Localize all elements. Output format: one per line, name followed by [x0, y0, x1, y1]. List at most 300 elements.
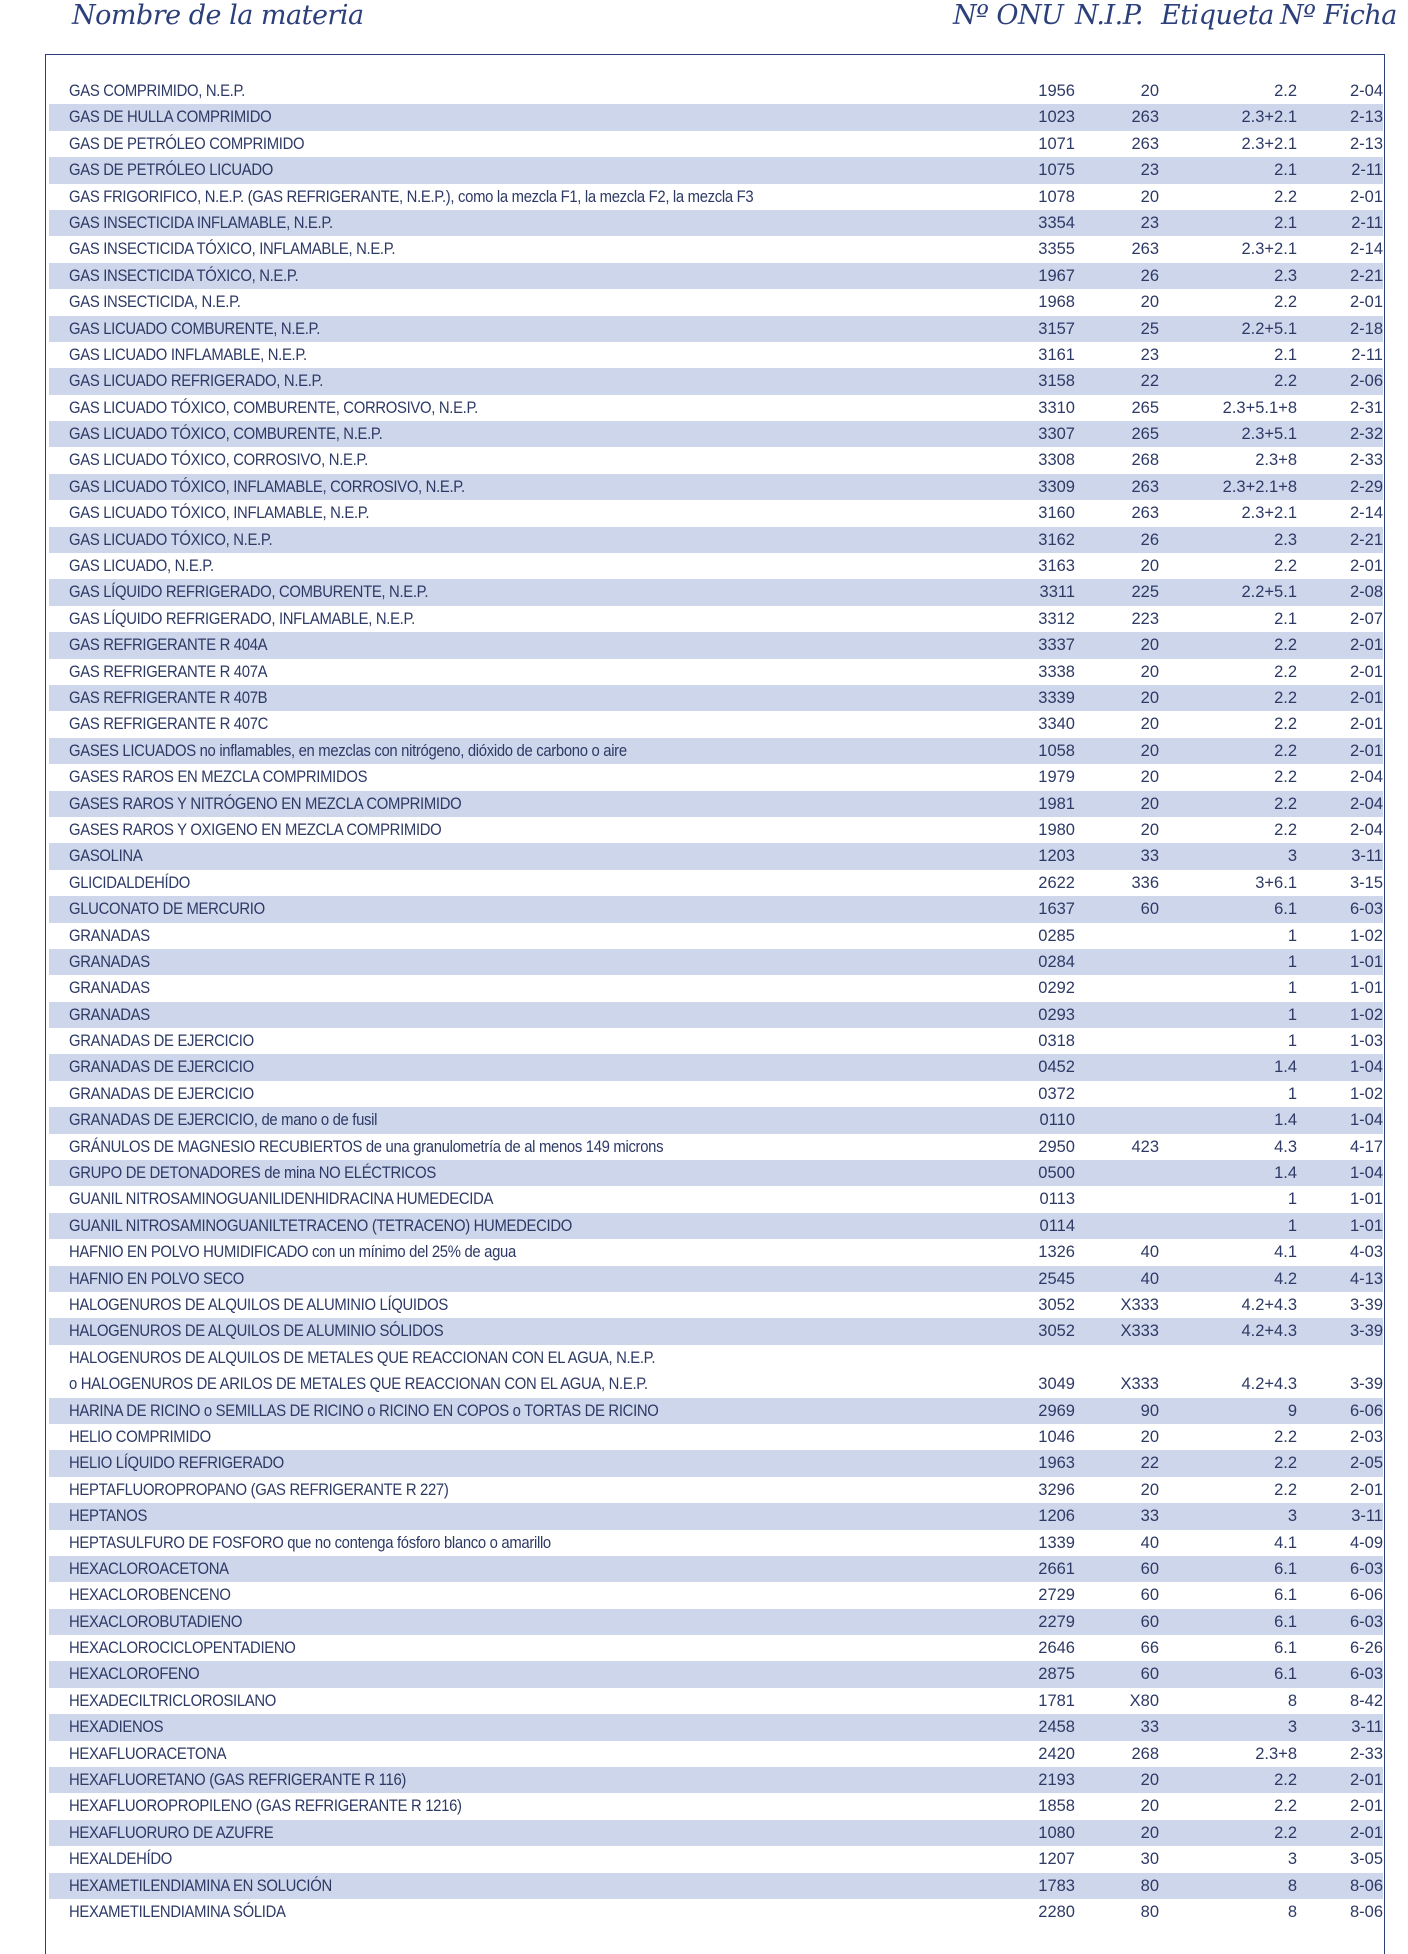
cell-onu: 1979 [1038, 768, 1075, 787]
cell-nip: 263 [1131, 504, 1159, 523]
table-row [49, 210, 1383, 236]
table-row [49, 1688, 1383, 1714]
cell-etiqueta: 4.2+4.3 [1241, 1295, 1297, 1314]
table-row [49, 1318, 1383, 1344]
table-row [49, 1503, 1383, 1529]
table-row [49, 527, 1383, 553]
cell-materia: GAS DE PETRÓLEO COMPRIMIDO [69, 134, 305, 153]
cell-materia: GLUCONATO DE MERCURIO [69, 900, 265, 919]
cell-onu: 3340 [1038, 715, 1075, 734]
table-row [49, 157, 1383, 183]
cell-etiqueta: 1.4 [1274, 1164, 1297, 1183]
cell-etiqueta: 3 [1287, 1718, 1297, 1737]
table-row [49, 659, 1383, 685]
cell-ficha: 2-08 [1349, 583, 1383, 602]
cell-materia: GAS REFRIGERANTE R 407C [69, 715, 269, 734]
cell-materia-line2: o HALOGENUROS DE ARILOS DE METALES QUE REACCIONAN CON EL AGUA, N.E.P. [69, 1375, 648, 1394]
cell-etiqueta: 2.2 [1274, 820, 1297, 839]
cell-materia: GRÁNULOS DE MAGNESIO RECUBIERTOS de una granulometría de al menos 149 microns [69, 1137, 664, 1156]
cell-onu: 2193 [1038, 1771, 1075, 1790]
cell-materia-line1: HALOGENUROS DE ALQUILOS DE METALES QUE REACCIONAN CON EL AGUA, N.E.P. [69, 1348, 656, 1367]
cell-ficha: 2-13 [1349, 108, 1383, 127]
table-row [49, 1767, 1383, 1793]
cell-nip: X333 [1120, 1295, 1159, 1314]
cell-materia: GAS LICUADO TÓXICO, INFLAMABLE, N.E.P. [69, 504, 370, 523]
cell-etiqueta: 2.1 [1274, 345, 1297, 364]
cell-nip: 268 [1131, 451, 1159, 470]
cell-onu: 3160 [1038, 504, 1075, 523]
cell-onu: 3049 [1038, 1375, 1075, 1394]
cell-nip: 22 [1140, 1454, 1159, 1473]
cell-materia: GAS LICUADO TÓXICO, N.E.P. [69, 530, 273, 549]
cell-etiqueta: 2.2 [1274, 1480, 1297, 1499]
cell-materia: GAS INSECTICIDA, N.E.P. [69, 293, 241, 312]
table-row [49, 817, 1383, 843]
table-row [49, 1002, 1383, 1028]
cell-materia: GASES RAROS EN MEZCLA COMPRIMIDOS [69, 768, 368, 787]
cell-nip: 423 [1131, 1137, 1159, 1156]
cell-materia: GAS FRIGORIFICO, N.E.P. (GAS REFRIGERANTE, N.E.P.), como la mezcla F1, la mezcla F2, la mezcla F3 [69, 187, 754, 206]
cell-nip: 20 [1140, 293, 1159, 312]
cell-materia: GAS LÍQUIDO REFRIGERADO, COMBURENTE, N.E.P. [69, 583, 429, 602]
table-row [49, 685, 1383, 711]
cell-onu: 0500 [1038, 1164, 1075, 1183]
cell-etiqueta: 2.2 [1274, 82, 1297, 100]
table-row [49, 1530, 1383, 1556]
cell-ficha: 2-01 [1349, 1771, 1383, 1790]
cell-onu: 3338 [1038, 662, 1075, 681]
cell-materia: GAS LICUADO REFRIGERADO, N.E.P. [69, 372, 324, 391]
cell-etiqueta: 4.2+4.3 [1241, 1375, 1297, 1394]
cell-etiqueta: 6.1 [1274, 900, 1297, 919]
table-row [49, 1661, 1383, 1687]
cell-onu: 3310 [1038, 398, 1075, 417]
cell-ficha: 3-11 [1351, 1507, 1383, 1526]
cell-etiqueta: 2.2 [1274, 557, 1297, 576]
cell-materia: HEXADIENOS [69, 1718, 164, 1737]
cell-etiqueta: 9 [1287, 1401, 1297, 1420]
cell-onu: 1967 [1038, 266, 1075, 285]
cell-nip: 33 [1140, 1718, 1159, 1737]
cell-onu: 1203 [1038, 847, 1075, 866]
cell-nip: 20 [1140, 1797, 1159, 1816]
cell-nip: 30 [1140, 1850, 1159, 1869]
cell-etiqueta: 3+6.1 [1255, 873, 1297, 892]
cell-ficha: 4-03 [1349, 1243, 1383, 1262]
cell-ficha: 2-32 [1349, 425, 1383, 444]
table-row [49, 1873, 1383, 1899]
header-onu: Nº ONU [953, 0, 1064, 31]
cell-ficha: 2-33 [1349, 451, 1383, 470]
cell-etiqueta: 2.2 [1274, 715, 1297, 734]
cell-etiqueta: 2.2 [1274, 1771, 1297, 1790]
cell-etiqueta: 1 [1287, 1032, 1297, 1051]
cell-onu: 3339 [1038, 688, 1075, 707]
cell-onu: 0110 [1039, 1111, 1075, 1130]
cell-ficha: 2-21 [1349, 266, 1383, 285]
cell-materia: GASOLINA [69, 847, 143, 866]
cell-ficha: 8-42 [1349, 1691, 1383, 1710]
cell-materia: HALOGENUROS DE ALQUILOS DE ALUMINIO SÓLIDOS [69, 1322, 444, 1341]
table-header [0, 0, 1408, 44]
cell-onu: 0284 [1038, 952, 1075, 971]
cell-onu: 1046 [1038, 1427, 1075, 1446]
cell-materia: GRANADAS DE EJERCICIO [69, 1084, 254, 1103]
cell-onu: 1071 [1038, 134, 1075, 153]
cell-onu: 2875 [1038, 1665, 1075, 1684]
cell-nip: 265 [1131, 425, 1159, 444]
cell-ficha: 3-39 [1349, 1375, 1383, 1394]
cell-ficha: 2-01 [1349, 557, 1383, 576]
cell-ficha: 6-06 [1349, 1586, 1383, 1605]
cell-ficha: 2-04 [1349, 82, 1383, 100]
cell-etiqueta: 2.3+2.1 [1241, 108, 1297, 127]
cell-materia: GAS DE HULLA COMPRIMIDO [69, 108, 272, 127]
cell-ficha: 3-11 [1351, 847, 1383, 866]
cell-ficha: 2-18 [1349, 319, 1383, 338]
cell-ficha: 1-01 [1349, 952, 1383, 971]
table-row [49, 553, 1383, 579]
cell-nip: X80 [1129, 1691, 1159, 1710]
cell-nip: 80 [1140, 1876, 1159, 1895]
cell-ficha: 2-01 [1349, 1480, 1383, 1499]
cell-onu: 3312 [1038, 609, 1075, 628]
cell-etiqueta: 2.1 [1274, 161, 1297, 180]
table-row [49, 1134, 1383, 1160]
cell-ficha: 6-06 [1349, 1401, 1383, 1420]
cell-ficha: 2-01 [1349, 662, 1383, 681]
cell-onu: 2279 [1038, 1612, 1075, 1631]
cell-etiqueta: 2.3+5.1 [1241, 425, 1297, 444]
cell-ficha: 2-11 [1351, 345, 1383, 364]
cell-etiqueta: 6.1 [1274, 1612, 1297, 1631]
cell-etiqueta: 3 [1287, 847, 1297, 866]
cell-ficha: 2-01 [1349, 1823, 1383, 1842]
cell-onu: 3052 [1038, 1295, 1075, 1314]
cell-nip: 20 [1140, 1771, 1159, 1790]
cell-ficha: 8-06 [1349, 1876, 1383, 1895]
cell-etiqueta: 8 [1287, 1691, 1297, 1710]
cell-ficha: 2-14 [1349, 240, 1383, 259]
cell-nip: 263 [1131, 134, 1159, 153]
cell-onu: 0292 [1038, 979, 1075, 998]
cell-materia: GAS LICUADO INFLAMABLE, N.E.P. [69, 345, 307, 364]
cell-nip: 20 [1140, 662, 1159, 681]
cell-onu: 1968 [1038, 293, 1075, 312]
cell-materia: HALOGENUROS DE ALQUILOS DE ALUMINIO LÍQUIDOS [69, 1295, 448, 1314]
cell-etiqueta: 1 [1287, 1216, 1297, 1235]
cell-ficha: 2-14 [1349, 504, 1383, 523]
cell-ficha: 2-29 [1349, 477, 1383, 496]
cell-onu: 2280 [1038, 1902, 1075, 1921]
cell-ficha: 2-11 [1351, 213, 1383, 232]
cell-etiqueta: 2.2 [1274, 688, 1297, 707]
cell-etiqueta: 2.2 [1274, 1797, 1297, 1816]
cell-etiqueta: 2.3+2.1 [1241, 240, 1297, 259]
cell-onu: 1078 [1038, 187, 1075, 206]
cell-ficha: 6-03 [1349, 1665, 1383, 1684]
cell-etiqueta: 2.3+2.1 [1241, 504, 1297, 523]
cell-nip: 20 [1140, 688, 1159, 707]
table-row [49, 764, 1383, 790]
cell-etiqueta: 2.3+5.1+8 [1222, 398, 1297, 417]
cell-materia: HEXAFLUORURO DE AZUFRE [69, 1823, 274, 1842]
cell-etiqueta: 2.2 [1274, 293, 1297, 312]
cell-etiqueta: 2.2 [1274, 372, 1297, 391]
cell-nip: 40 [1140, 1269, 1159, 1288]
cell-nip: 20 [1140, 1823, 1159, 1842]
table-row [49, 1160, 1383, 1186]
cell-materia: HEXAFLUORETANO (GAS REFRIGERANTE R 116) [69, 1771, 407, 1790]
table-row [49, 1054, 1383, 1080]
cell-onu: 2950 [1038, 1137, 1075, 1156]
table-row [49, 1345, 1383, 1398]
cell-etiqueta: 4.1 [1274, 1533, 1297, 1552]
table-row [49, 606, 1383, 632]
table-row [49, 368, 1383, 394]
cell-onu: 0372 [1038, 1084, 1075, 1103]
cell-materia: GAS LICUADO TÓXICO, COMBURENTE, N.E.P. [69, 425, 383, 444]
cell-etiqueta: 8 [1287, 1902, 1297, 1921]
cell-onu: 1075 [1038, 161, 1075, 180]
cell-materia: GRANADAS DE EJERCICIO, de mano o de fusil [69, 1111, 378, 1130]
cell-nip: 60 [1140, 900, 1159, 919]
cell-nip: 263 [1131, 108, 1159, 127]
cell-onu: 3337 [1038, 636, 1075, 655]
cell-etiqueta: 1 [1287, 1084, 1297, 1103]
table-row [49, 316, 1383, 342]
cell-nip: 23 [1140, 213, 1159, 232]
cell-onu: 2420 [1038, 1744, 1075, 1763]
cell-materia: HEXACLOROBENCENO [69, 1586, 231, 1605]
cell-etiqueta: 1 [1287, 926, 1297, 945]
table-row [49, 289, 1383, 315]
cell-materia: GRUPO DE DETONADORES de mina NO ELÉCTRICOS [69, 1164, 436, 1183]
header-name: Nombre de la materia [72, 0, 364, 31]
cell-nip: 60 [1140, 1559, 1159, 1578]
table-row [49, 1028, 1383, 1054]
cell-materia: HEXADECILTRICLOROSILANO [69, 1691, 277, 1710]
cell-nip: 268 [1131, 1744, 1159, 1763]
table-row [49, 131, 1383, 157]
table-row [49, 896, 1383, 922]
cell-onu: 1783 [1038, 1876, 1075, 1895]
cell-materia: GAS COMPRIMIDO, N.E.P. [69, 82, 245, 100]
cell-onu: 3158 [1038, 372, 1075, 391]
cell-ficha: 1-04 [1349, 1058, 1383, 1077]
cell-nip: 20 [1140, 768, 1159, 787]
header-etiqueta: Etiqueta [1161, 0, 1274, 31]
table-row [49, 500, 1383, 526]
cell-nip: 40 [1140, 1533, 1159, 1552]
cell-ficha: 3-15 [1349, 873, 1383, 892]
cell-etiqueta: 2.2 [1274, 1454, 1297, 1473]
cell-ficha: 2-01 [1349, 293, 1383, 312]
cell-ficha: 1-02 [1349, 1005, 1383, 1024]
cell-materia: GUANIL NITROSAMINOGUANILTETRACENO (TETRACENO) HUMEDECIDO [69, 1216, 572, 1235]
cell-ficha: 2-01 [1349, 636, 1383, 655]
cell-onu: 1858 [1038, 1797, 1075, 1816]
cell-ficha: 2-13 [1349, 134, 1383, 153]
cell-nip: 265 [1131, 398, 1159, 417]
cell-nip: 60 [1140, 1665, 1159, 1684]
cell-materia: HEXAFLUOROPROPILENO (GAS REFRIGERANTE R 1216) [69, 1797, 462, 1816]
cell-nip: 225 [1131, 583, 1159, 602]
cell-etiqueta: 4.2+4.3 [1241, 1322, 1297, 1341]
cell-nip: 60 [1140, 1586, 1159, 1605]
cell-etiqueta: 3 [1287, 1507, 1297, 1526]
cell-ficha: 4-09 [1349, 1533, 1383, 1552]
cell-etiqueta: 2.1 [1274, 213, 1297, 232]
table-row [49, 632, 1383, 658]
table-row [49, 1266, 1383, 1292]
cell-materia: GAS INSECTICIDA TÓXICO, N.E.P. [69, 266, 299, 285]
table-row [49, 870, 1383, 896]
cell-ficha: 2-06 [1349, 372, 1383, 391]
cell-onu: 3309 [1038, 477, 1075, 496]
cell-materia: GAS DE PETRÓLEO LICUADO [69, 161, 274, 180]
table-row [49, 342, 1383, 368]
cell-materia: GASES RAROS Y NITRÓGENO EN MEZCLA COMPRIMIDO [69, 794, 462, 813]
cell-onu: 1207 [1038, 1850, 1075, 1869]
cell-nip: 33 [1140, 1507, 1159, 1526]
cell-nip: 23 [1140, 345, 1159, 364]
cell-ficha: 4-17 [1349, 1137, 1383, 1156]
cell-onu: 1637 [1038, 900, 1075, 919]
cell-etiqueta: 2.2 [1274, 741, 1297, 760]
cell-onu: 3163 [1038, 557, 1075, 576]
cell-nip: 66 [1140, 1639, 1159, 1658]
cell-etiqueta: 2.2 [1274, 768, 1297, 787]
cell-nip: 60 [1140, 1612, 1159, 1631]
cell-materia: HEXACLOROCICLOPENTADIENO [69, 1639, 296, 1658]
header-ficha: Nº Ficha [1280, 0, 1397, 31]
cell-ficha: 3-05 [1349, 1850, 1383, 1869]
cell-onu: 2458 [1038, 1718, 1075, 1737]
table-row [49, 1398, 1383, 1424]
cell-etiqueta: 2.3+8 [1255, 1744, 1297, 1763]
cell-etiqueta: 3 [1287, 1850, 1297, 1869]
cell-onu: 1956 [1038, 82, 1075, 100]
table-row [49, 579, 1383, 605]
cell-onu: 2661 [1038, 1559, 1075, 1578]
cell-ficha: 3-11 [1351, 1718, 1383, 1737]
table-row [49, 1239, 1383, 1265]
cell-etiqueta: 2.3+2.1+8 [1222, 477, 1297, 496]
cell-materia: GAS REFRIGERANTE R 407A [69, 662, 268, 681]
cell-nip: 263 [1131, 477, 1159, 496]
cell-onu: 0452 [1038, 1058, 1075, 1077]
cell-nip: X333 [1120, 1375, 1159, 1394]
cell-ficha: 2-04 [1349, 794, 1383, 813]
cell-onu: 1206 [1038, 1507, 1075, 1526]
cell-ficha: 1-01 [1349, 1216, 1383, 1235]
cell-onu: 1326 [1038, 1243, 1075, 1262]
table-row [49, 263, 1383, 289]
cell-onu: 0113 [1039, 1190, 1075, 1209]
cell-materia: GRANADAS [69, 1005, 150, 1024]
cell-ficha: 6-03 [1349, 900, 1383, 919]
cell-ficha: 1-01 [1349, 979, 1383, 998]
cell-onu: 3354 [1038, 213, 1075, 232]
table-row [49, 474, 1383, 500]
cell-materia: GAS REFRIGERANTE R 407B [69, 688, 268, 707]
cell-onu: 0285 [1038, 926, 1075, 945]
cell-materia: HEPTAFLUOROPROPANO (GAS REFRIGERANTE R 227) [69, 1480, 449, 1499]
cell-onu: 3355 [1038, 240, 1075, 259]
table-row [49, 1186, 1383, 1212]
cell-etiqueta: 2.2 [1274, 636, 1297, 655]
cell-ficha: 2-11 [1351, 161, 1383, 180]
cell-nip: 25 [1140, 319, 1159, 338]
cell-onu: 2646 [1038, 1639, 1075, 1658]
cell-nip: 26 [1140, 530, 1159, 549]
cell-ficha: 2-03 [1349, 1427, 1383, 1446]
table-row [49, 1107, 1383, 1133]
cell-nip: X333 [1120, 1322, 1159, 1341]
cell-ficha: 2-04 [1349, 820, 1383, 839]
cell-ficha: 2-01 [1349, 187, 1383, 206]
cell-onu: 0293 [1038, 1005, 1075, 1024]
cell-etiqueta: 6.1 [1274, 1665, 1297, 1684]
cell-etiqueta: 6.1 [1274, 1586, 1297, 1605]
cell-etiqueta: 2.3+8 [1255, 451, 1297, 470]
cell-materia: HEXAMETILENDIAMINA SÓLIDA [69, 1902, 286, 1921]
cell-nip: 336 [1131, 873, 1159, 892]
cell-ficha: 2-05 [1349, 1454, 1383, 1473]
table-row [49, 1820, 1383, 1846]
cell-materia: GASES LICUADOS no inflamables, en mezclas con nitrógeno, dióxido de carbono o aire [69, 741, 627, 760]
table-row [49, 421, 1383, 447]
cell-onu: 1963 [1038, 1454, 1075, 1473]
cell-etiqueta: 2.1 [1274, 609, 1297, 628]
cell-onu: 1339 [1038, 1533, 1075, 1552]
cell-materia: GAS LICUADO COMBURENTE, N.E.P. [69, 319, 321, 338]
cell-materia: HAFNIO EN POLVO SECO [69, 1269, 244, 1288]
table-row [49, 1213, 1383, 1239]
table-row [49, 1635, 1383, 1661]
cell-onu: 0318 [1038, 1032, 1075, 1051]
cell-materia: HEXACLOROACETONA [69, 1559, 229, 1578]
cell-materia: GAS INSECTICIDA TÓXICO, INFLAMABLE, N.E.P. [69, 240, 396, 259]
table-row [49, 923, 1383, 949]
cell-nip: 22 [1140, 372, 1159, 391]
cell-materia: GAS LICUADO TÓXICO, CORROSIVO, N.E.P. [69, 451, 368, 470]
table-row [49, 1556, 1383, 1582]
cell-nip: 40 [1140, 1243, 1159, 1262]
cell-materia: GRANADAS DE EJERCICIO [69, 1058, 254, 1077]
cell-materia [69, 1345, 655, 1398]
table-row [49, 738, 1383, 764]
table-row [49, 843, 1383, 869]
cell-materia: HEXALDEHÍDO [69, 1850, 172, 1869]
cell-onu: 3157 [1038, 319, 1075, 338]
cell-ficha: 2-01 [1349, 741, 1383, 760]
cell-etiqueta: 2.2+5.1 [1241, 583, 1297, 602]
cell-materia: HEPTANOS [69, 1507, 148, 1526]
cell-materia: HARINA DE RICINO o SEMILLAS DE RICINO o RICINO EN COPOS o TORTAS DE RICINO [69, 1401, 659, 1420]
cell-ficha: 2-07 [1349, 609, 1383, 628]
cell-nip: 33 [1140, 847, 1159, 866]
cell-etiqueta: 6.1 [1274, 1559, 1297, 1578]
table-row [49, 1477, 1383, 1503]
cell-ficha: 6-03 [1349, 1612, 1383, 1631]
cell-onu: 3311 [1039, 583, 1075, 602]
cell-nip: 20 [1140, 820, 1159, 839]
cell-onu: 1058 [1038, 741, 1075, 760]
table-row [49, 791, 1383, 817]
table-row [49, 236, 1383, 262]
